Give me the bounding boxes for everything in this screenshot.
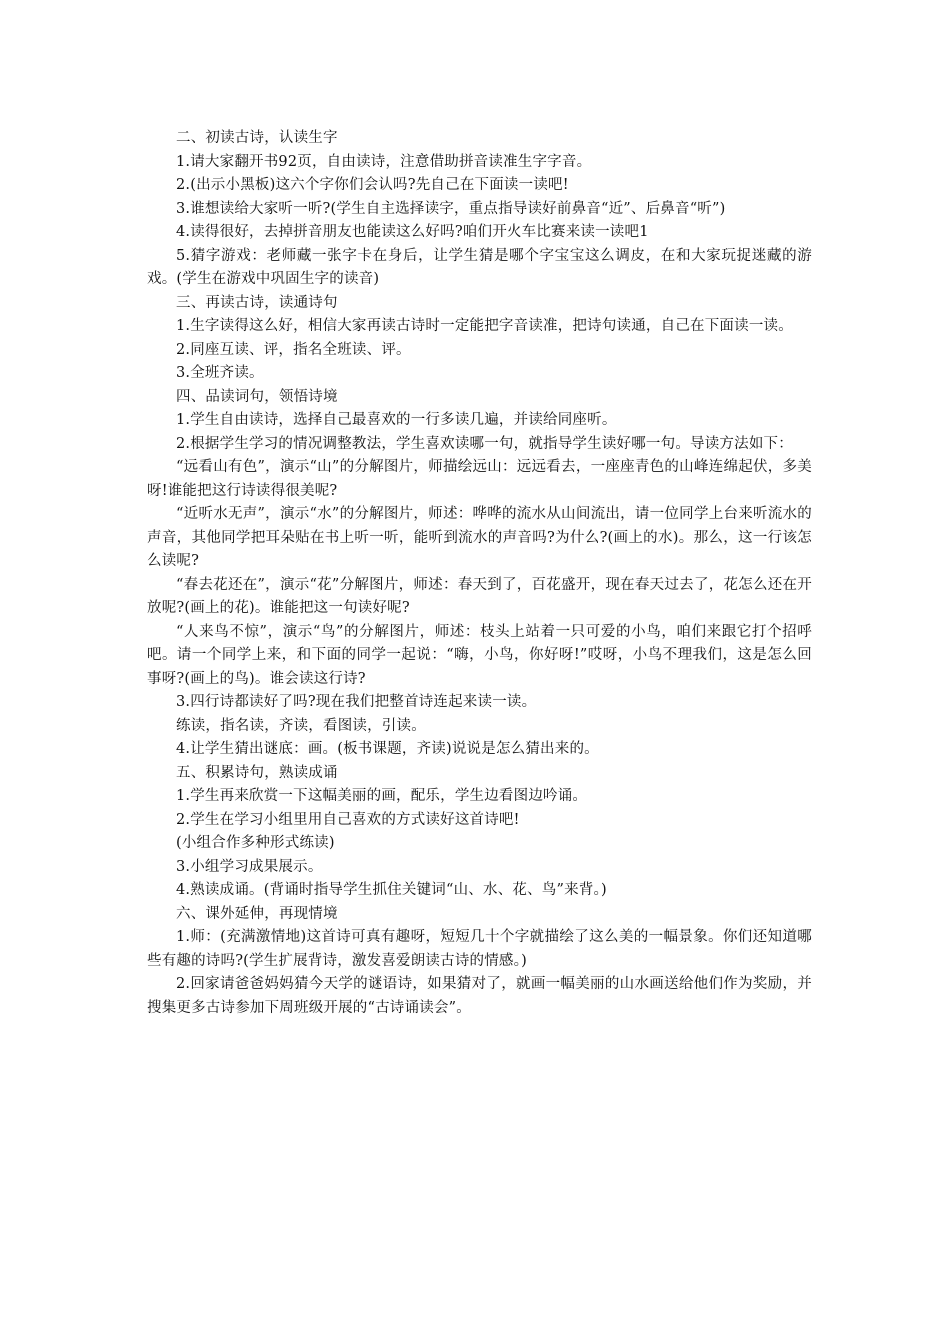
paragraph: 练读，指名读，齐读，看图读，引读。 [176,717,426,734]
paragraph: “人来鸟不惊”，演示“鸟”的分解图片，师述：枝头上站着一只可爱的小鸟，咱们来跟它打个招呼吧。请一个同学上来，和下面的同学一起说：“嗨，小鸟，你好呀!”哎呀，小鸟不理我们，这是怎么回事呀?(画上的鸟)。谁会读这行诗? [147,623,812,687]
paragraph: 1.学生再来欣赏一下这幅美丽的画，配乐，学生边看图边吟诵。 [176,788,588,804]
document-body [147,127,812,1020]
paragraph: 3.四行诗都读好了吗?现在我们把整首诗连起来读一读。 [176,694,537,710]
paragraph: 3.全班齐读。 [176,365,264,381]
paragraph: 2.学生在学习小组里用自己喜欢的方式读好这首诗吧! [176,811,520,828]
paragraph: “远看山有色”，演示“山”的分解图片，师描绘远山：远远看去，一座座青色的山峰连绵起伏，多美呀!谁能把这行诗读得很美呢? [147,459,812,499]
section-heading-5: 五、积累诗句，熟读成诵 [176,764,338,781]
paragraph: 5.猜字游戏：老师藏一张字卡在身后，让学生猜是哪个字宝宝这么调皮，在和大家玩捉迷藏的游戏。(学生在游戏中巩固生字的读音) [147,247,812,287]
paragraph: 1.师：(充满激情地)这首诗可真有趣呀，短短几十个字就描绘了这么美的一幅景象。你们还知道哪些有趣的诗吗?(学生扩展背诗，激发喜爱朗读古诗的情感。) [147,929,812,969]
paragraph: 3.小组学习成果展示。 [176,858,323,875]
paragraph: 4.读得很好，去掉拼音朋友也能读这么好吗?咱们开火车比赛来读一读吧1 [176,224,649,240]
paragraph: 1.生字读得这么好，相信大家再读古诗时一定能把字音读准，把诗句读通，自己在下面读一读。 [176,318,793,334]
paragraph: “近听水无声”，演示“水”的分解图片，师述：哗哗的流水从山间流出，请一位同学上台来听流水的声音，其他同学把耳朵贴在书上听一听，能听到流水的声音吗?为什么?(画上的水)。那么，这一行该怎么读呢? [147,506,812,569]
paragraph: 2.(出示小黑板)这六个字你们会认吗?先自己在下面读一读吧! [176,177,569,193]
paragraph: 2.根据学生学习的情况调整教法，学生喜欢读哪一句，就指导学生读好哪一句。导读方法如下： [176,435,793,452]
paragraph: 4.让学生猜出谜底：画。(板书课题，齐读)说说是怎么猜出来的。 [176,741,599,757]
paragraph: 3.谁想读给大家听一听?(学生自主选择读字，重点指导读好前鼻音“近”、后鼻音“听”) [176,200,726,217]
section-heading-3: 三、再读古诗，读通诗句 [176,294,338,311]
paragraph: “春去花还在”，演示“花”分解图片，师述：春天到了，百花盛开，现在春天过去了，花怎么还在开放呢?(画上的花)。谁能把这一句读好呢? [147,576,812,616]
paragraph: 2.同座互读、评，指名全班读、评。 [176,341,411,358]
section-heading-4: 四、品读词句，领悟诗境 [176,388,338,405]
paragraph: 1.请大家翻开书92页，自由读诗，注意借助拼音读准生字字音。 [176,153,592,170]
paragraph: (小组合作多种形式练读) [176,835,335,851]
section-heading-6: 六、课外延伸，再现情境 [176,905,338,922]
paragraph: 1.学生自由读诗，选择自己最喜欢的一行多读几遍，并读给同座听。 [176,412,617,428]
paragraph: 2.回家请爸爸妈妈猜今天学的谜语诗，如果猜对了，就画一幅美丽的山水画送给他们作为奖励，并搜集更多古诗参加下周班级开展的“古诗诵读会”。 [147,976,812,1016]
section-heading-2: 二、初读古诗，认读生字 [176,130,338,146]
paragraph: 4.熟读成诵。(背诵时指导学生抓住关键词“山、水、花、鸟”来背。) [176,882,607,898]
